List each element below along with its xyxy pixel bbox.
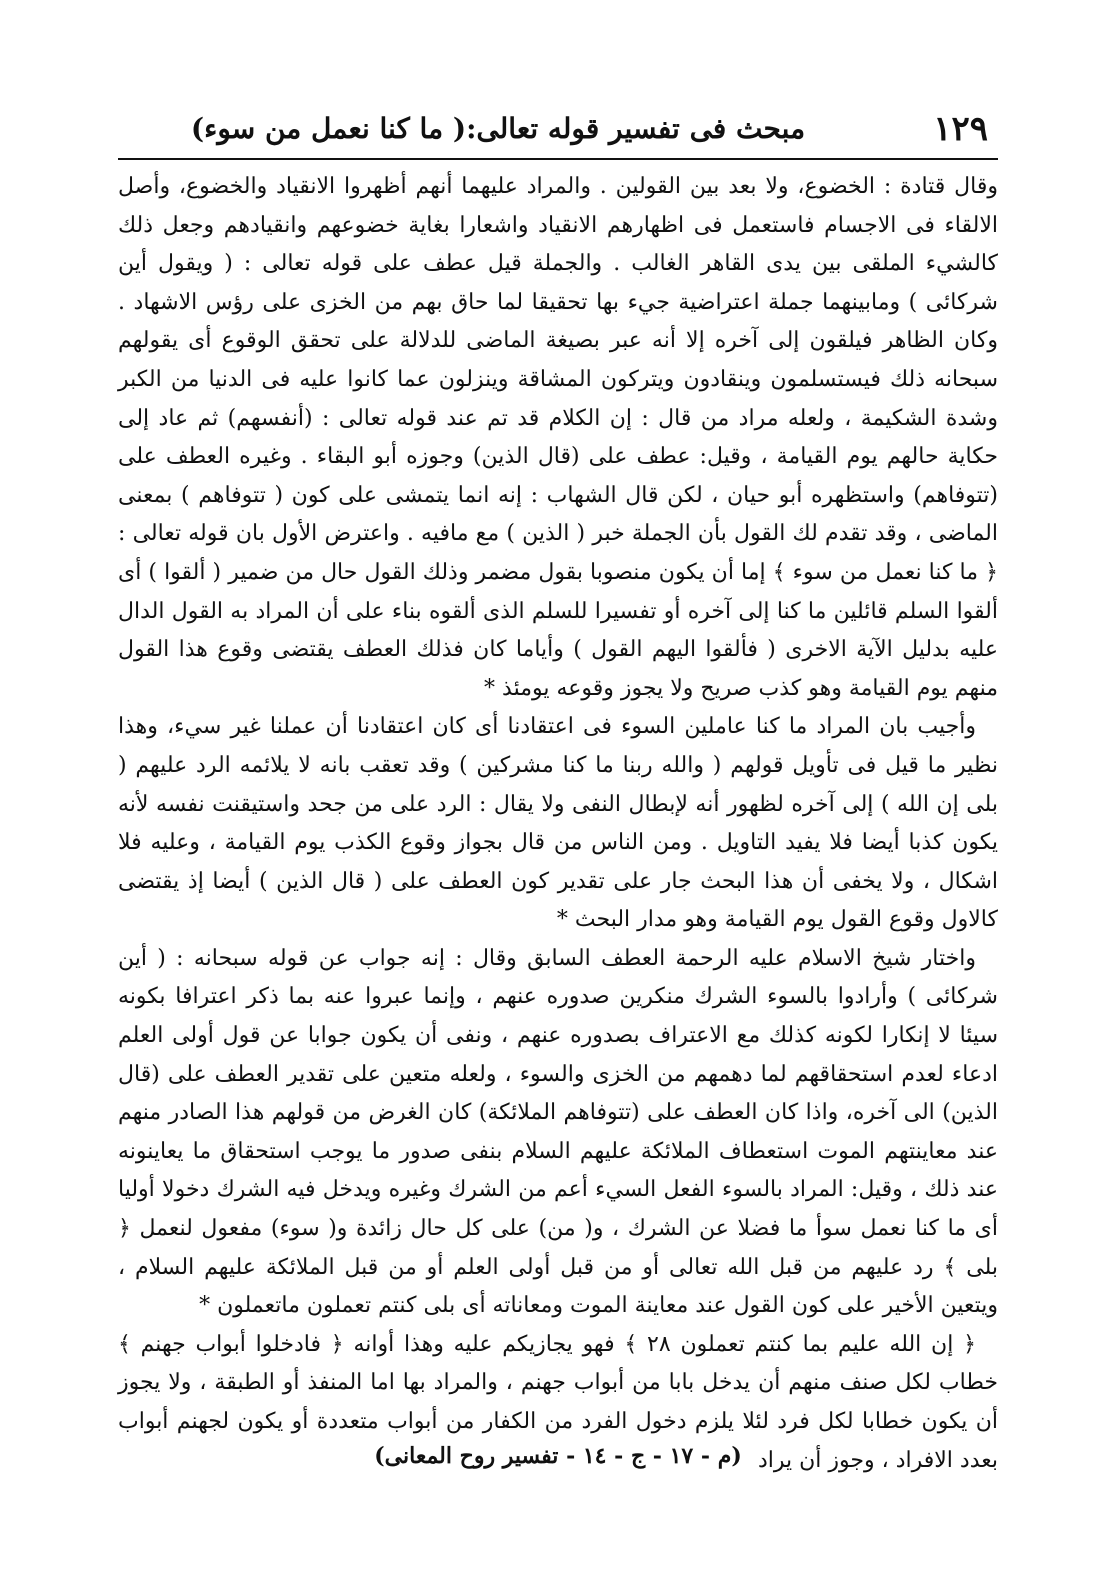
header-rule	[118, 158, 998, 160]
page-number: ١٢٩	[933, 109, 988, 149]
body-text	[118, 168, 998, 1480]
signature-line: (م - ١٧ - ج - ١٤ - تفسير روح المعانى)	[374, 1443, 742, 1469]
paragraph: ﴿ إن الله عليم بما كنتم تعملون ٢٨ ﴾ فهو يجازيكم عليه وهذا أوانه ﴿ فادخلوا أبواب جهنم ﴾ خطاب لكل صنف منهم أن يدخل بابا من أبواب جهنم ، والمراد بها اما المنفذ أو الطبقة ، ولا يجوز أن يكون خطابا لكل فرد لئلا يلزم دخول الفرد من الكفار من أبواب متعددة أو يكون لجهنم أبواب بعدد الافراد ، وجوز أن يراد	[118, 1331, 998, 1473]
paragraph: واختار شيخ الاسلام عليه الرحمة العطف السابق وقال : إنه جواب عن قوله سبحانه : ( أين شركائى ) وأرادوا بالسوء الشرك منكرين صدوره عنهم ، وإنما عبروا عنه بما ذكر اعترافا بكونه سيئا لا إنكارا لكونه كذلك مع الاعتراف بصدوره عنهم ، ونفى أن يكون جوابا عن قول أولى العلم ادعاء لعدم استحقاقهم لما دهمهم من الخزى والسوء ، ولعله متعين على تقدير العطف على (قال الذين) الى آخره، واذا كان العطف على (تتوفاهم الملائكة) كان الغرض من قولهم هذا الصادر منهم عند معاينتهم الموت استعطاف الملائكة عليهم السلام بنفى صدور ما يوجب استحقاق ما يعاينونه عند ذلك ، وقيل: المراد بالسوء الفعل السيء أعم من الشرك وغيره ويدخل فيه الشرك دخولا أوليا أى ما كنا نعمل سوأ ما فضلا عن الشرك ، و( من) على كل حال زائدة و( سوء) مفعول لنعمل ﴿ بلى ﴾ رد عليهم من قبل الله تعالى أو من قبل أولى العلم أو من قبل الملائكة عليهم السلام ، ويتعين الأخير على كون القول عند معاينة الموت ومعاناته أى بلى كنتم تعملون ماتعملون *	[118, 945, 999, 1319]
running-title: مبحث فى تفسير قوله تعالى:( ما كنا نعمل من سوء)	[190, 112, 806, 145]
paragraph: وقال قتادة : الخضوع، ولا بعد بين القولين . والمراد عليهما أنهم أظهروا الانقياد والخضوع، وأصل الالقاء فى الاجسام فاستعمل فى اظهارهم الانقياد واشعارا بغاية خضوعهم وانقيادهم وجعل ذلك كالشيء الملقى بين يدى القاهر الغالب . والجملة قيل عطف على قوله تعالى : ( ويقول أين شركائى ) ومابينهما جملة اعتراضية جيء بها تحقيقا لما حاق بهم من الخزى على رؤس الاشهاد . وكان الظاهر فيلقون إلى آخره إلا أنه عبر بصيغة الماضى للدلالة على تحقق الوقوع أى يقولهم سبحانه ذلك فيستسلمون وينقادون ويتركون المشاقة وينزلون عما كانوا عليه فى الدنيا من الكبر وشدة الشكيمة ، ولعله مراد من قال : إن الكلام قد تم عند قوله تعالى : (أنفسهم) ثم عاد إلى حكاية حالهم يوم القيامة ، وقيل: عطف على (قال الذين) وجوزه أبو البقاء . وغيره العطف على (تتوفاهم) واستظهره أبو حيان ، لكن قال الشهاب : إنه انما يتمشى على كون ( تتوفاهم ) بمعنى الماضى ، وقد تقدم لك القول بأن الجملة خبر ( الذين ) مع مافيه . واعترض الأول بان قوله تعالى : ﴿ ما كنا نعمل من سوء ﴾ إما أن يكون منصوبا بقول مضمر وذلك القول حال من ضمير ( ألقوا ) أى ألقوا السلم قائلين ما كنا إلى آخره أو تفسيرا للسلم الذى ألقوه بناء على أن المراد به القول الدال عليه بدليل الآية الاخرى ( فألقوا اليهم القول ) وأياما كان فذلك العطف يقتضى وقوع هذا القول منهم يوم القيامة وهو كذب صريح ولا يجوز وقوعه يومئذ *	[118, 174, 999, 701]
page-header	[128, 104, 988, 154]
paragraph: وأجيب بان المراد ما كنا عاملين السوء فى اعتقادنا أى كان اعتقادنا أن عملنا غير سيء، وهذا نظير ما قيل فى تأويل قولهم ( والله ربنا ما كنا مشركين ) وقد تعقب بانه لا يلائمه الرد عليهم ( بلى إن الله ) إلى آخره لظهور أنه لإبطال النفى ولا يقال : الرد على من جحد واستيقنت نفسه لأنه يكون كذبا أيضا فلا يفيد التاويل . ومن الناس من قال بجواز وقوع الكذب يوم القيامة ، وعليه فلا اشكال ، ولا يخفى أن هذا البحث جار على تقدير كون العطف على ( قال الذين ) أيضا إذ يقتضى كالاول وقوع القول يوم القيامة وهو مدار البحث *	[118, 714, 998, 933]
